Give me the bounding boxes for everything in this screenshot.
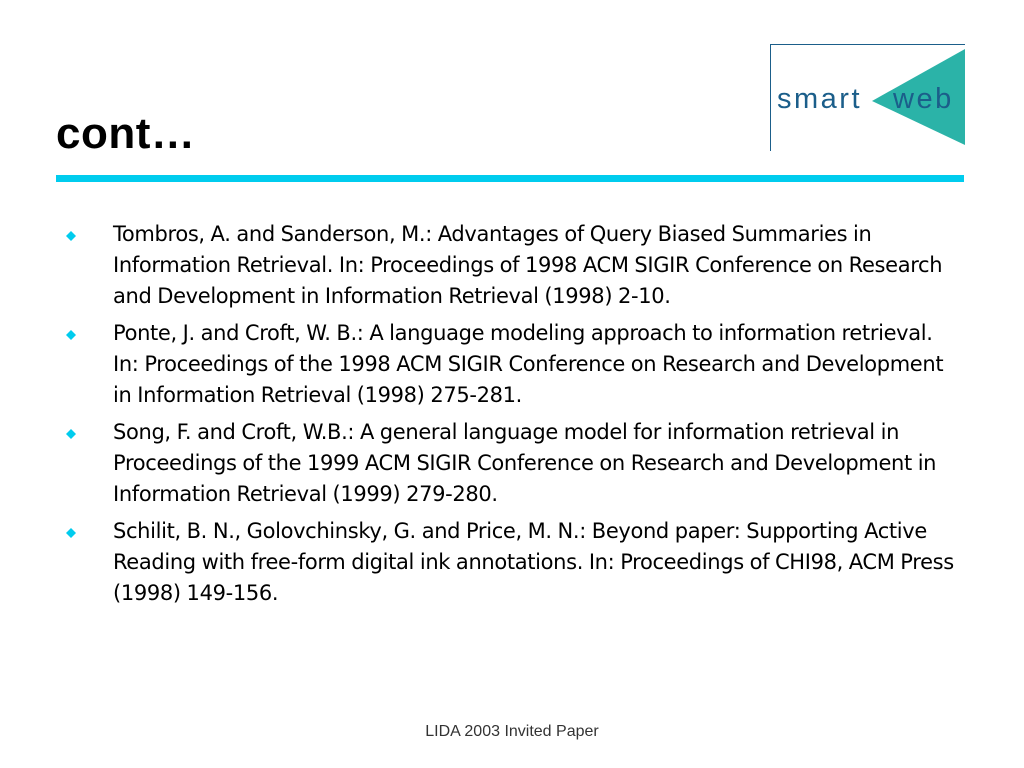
diamond-icon <box>66 528 76 538</box>
title-divider <box>56 175 964 182</box>
reference-item <box>60 516 960 609</box>
logo-text-left: smart <box>777 83 862 115</box>
diamond-icon <box>66 231 76 241</box>
reference-list <box>60 219 960 615</box>
reference-text: Tombros, A. and Sanderson, M.: Advantages of Query Biased Summaries in Information Retrieval. In: Proceedings of 1998 ACM SIGIR Conference on Research and Development in Information Retrieval (1998) 2-10. <box>113 222 943 308</box>
reference-item <box>60 219 960 312</box>
slide-footer <box>0 722 1024 742</box>
reference-text: Song, F. and Croft, W.B.: A general language model for information retrieval in Proceedings of the 1999 ACM SIGIR Conference on Research and Development in Information Retrieval (1999) 279-280. <box>113 420 937 506</box>
smartweb-logo-graphic <box>771 45 965 151</box>
logo-text-right: web <box>893 83 954 115</box>
diamond-icon <box>66 429 76 439</box>
reference-text: Schilit, B. N., Golovchinsky, G. and Price, M. N.: Beyond paper: Supporting Active Reading with free-form digital ink annotations. In: Proceedings of CHI98, ACM Press (1998) 149-156. <box>113 519 954 605</box>
reference-text: Ponte, J. and Croft, W. B.: A language modeling approach to information retrieval. In: Proceedings of the 1998 ACM SIGIR Conference on Research and Development in Information Retrieval (1998) 275-281. <box>113 321 944 407</box>
reference-item <box>60 417 960 510</box>
slide-title: cont… <box>56 109 196 158</box>
reference-item <box>60 318 960 411</box>
smartweb-logo <box>770 44 965 151</box>
footer-text: LIDA 2003 Invited Paper <box>425 723 599 740</box>
diamond-icon <box>66 330 76 340</box>
